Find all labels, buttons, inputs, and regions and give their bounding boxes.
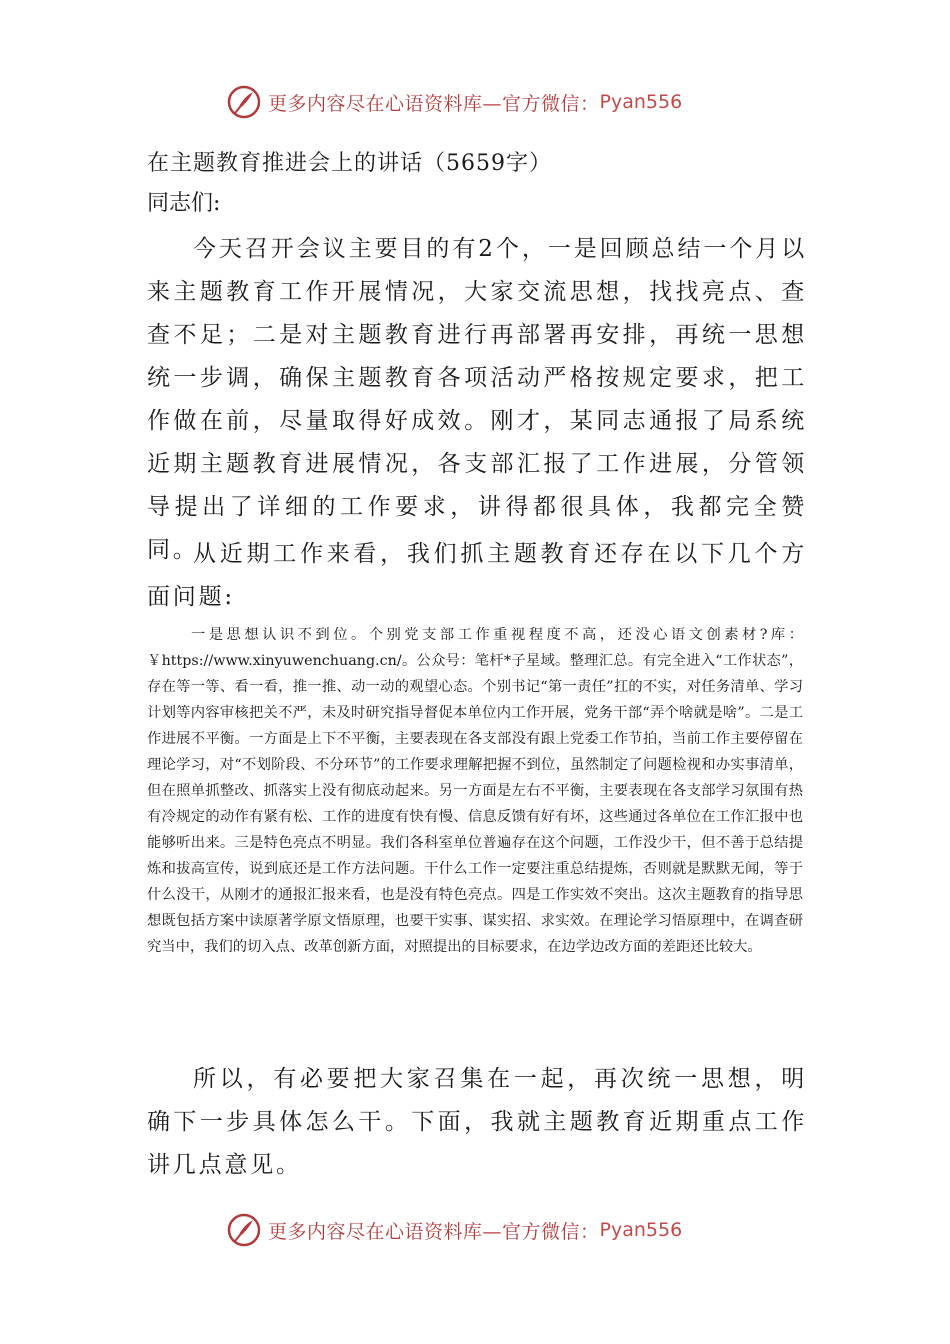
- paragraph-problems-lead: 从近期工作来看，我们抓主题教育还存在以下几个方面问题:: [147, 541, 807, 610]
- banner-wechat-id: Pyan556: [599, 91, 683, 113]
- quill-logo-icon: [226, 84, 262, 120]
- quill-logo-icon: [226, 1212, 262, 1248]
- salutation: 同志们:: [147, 191, 221, 216]
- banner-wechat-id: Pyan556: [599, 1219, 683, 1241]
- paragraph-conclusion: 所以，有必要把大家召集在一起，再次统一思想，明确下一步具体怎么干。下面，我就主题教育近期重点工作讲几点意见。: [147, 1066, 807, 1178]
- banner-text: 更多内容尽在心语资料库—官方微信：: [268, 92, 600, 115]
- document-title: 在主题教育推进会上的讲话（5659字）: [147, 151, 552, 176]
- banner-text: 更多内容尽在心语资料库—官方微信：: [268, 1220, 600, 1243]
- footer-watermark-banner: [226, 1210, 682, 1250]
- paragraph-intro: 今天召开会议主要目的有2个，一是回顾总结一个月以来主题教育工作开展情况，大家交流思想，找找亮点、查查不足；二是对主题教育进行再部署再安排，再统一思想统一步调，确保主题教育各项活动严格按规定要求，把工作做在前，尽量取得好成效。刚才，某同志通报了局系统近期主题教育进展情况，各支部汇报了工作进展，分管领导提出了详细的工作要求，讲得都很具体，我都完全赞同。: [147, 236, 807, 563]
- paragraph-problems-detail: 一是思想认识不到位。个别党支部工作重视程度不高，还没心语文创素材?库：￥https://www.xinyuwenchuang.cn/。公众号：笔杆*子星域。整理汇总。有完全进入“工作状态”，存在等一等、看一看，推一推、动一动的观望心态。个别书记“第一责任”扛的不实，对任务清单、学习计划等内容审核把关不严，未及时研究指导督促本单位内工作开展，党务干部“弄个啥就是啥”。二是工作进展不平衡。一方面是上下不平衡，主要表现在各支部没有跟上党委工作节拍，当前工作主要停留在理论学习，对“不划阶段、不分环节”的工作要求理解把握不到位，虽然制定了问题检视和办实事清单，但在照单抓整改、抓落实上没有彻底动起来。另一方面是左右不平衡，主要表现在各支部学习氛围有热有冷规定的动作有紧有松、工作的进度有快有慢、信息反馈有好有坏，这些通过各单位在工作汇报中也能够听出来。三是特色亮点不明显。我们各科室单位普遍存在这个问题，工作没少干，但不善于总结提炼和拔高宣传，说到底还是工作方法问题。干什么工作一定要注重总结提炼，否则就是默默无闻，等于什么没干，从刚才的通报汇报来看，也是没有特色亮点。四是工作实效不突出。这次主题教育的指导思想既包括方案中读原著学原文悟原理，也要干实事、谋实招、求实效。在理论学习悟原理中，在调查研究当中，我们的切入点、改革创新方面，对照提出的目标要求，在边学边改方面的差距还比较大。: [147, 627, 803, 955]
- header-watermark-banner: [226, 82, 682, 122]
